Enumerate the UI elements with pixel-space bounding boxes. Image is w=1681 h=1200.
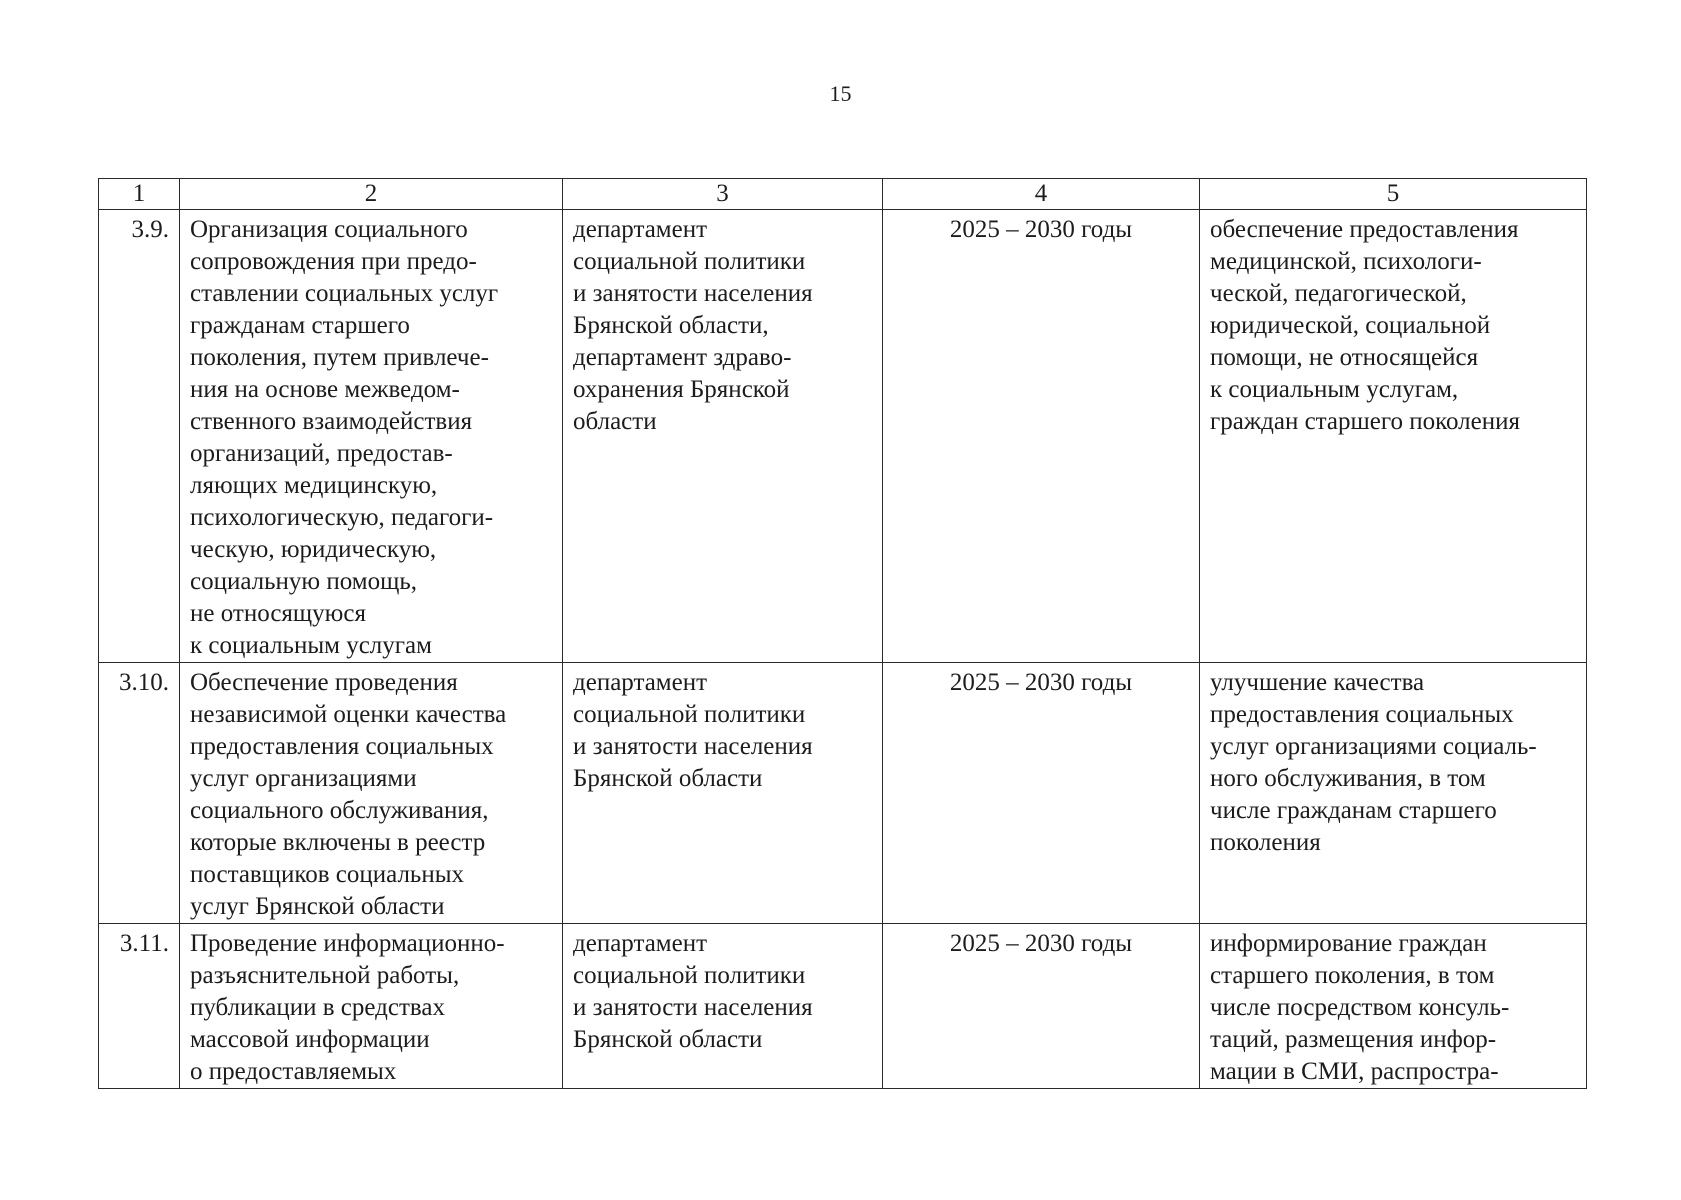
column-header-4: 4: [883, 179, 1200, 210]
period-cell: 2025 – 2030 годы: [883, 663, 1200, 924]
table-row: [99, 210, 1587, 663]
period-cell: 2025 – 2030 годы: [883, 924, 1200, 1089]
page-number: 15: [829, 81, 852, 106]
measures-table: [98, 178, 1587, 1089]
result-cell-text: информирование граждан старшего поколения, в том числе посредством консуль- таций, размещения инфор- мации в СМИ, распростра-: [1210, 930, 1510, 1085]
result-cell: обеспечение предоставления медицинской, психологи- ческой, педагогической, юридической, социальной помощи, не относящейся к социальным услугам, граждан старшего поколения: [1200, 210, 1587, 663]
table-row: [99, 663, 1587, 924]
period-cell: 2025 – 2030 годы: [883, 210, 1200, 663]
event-cell: [180, 924, 563, 1089]
row-number: 3.10.: [99, 663, 180, 924]
event-cell-text: Проведение информационно- разъяснительной работы, публикации в средствах массовой информации о предоставляемых: [190, 930, 505, 1085]
row-number: 3.11.: [99, 924, 180, 1089]
event-cell: Организация социального сопровождения при предо- ставлении социальных услуг гражданам старшего поколения, путем привлече- ния на основе межведом- ственного взаимодействия организаций, предостав- ляющих медицинскую, психологическую, педагоги- ческую, юридическую, социальную помощь, не относящуюся к социальным услугам: [180, 210, 563, 663]
row-number: 3.9.: [99, 210, 180, 663]
column-header-5: 5: [1200, 179, 1587, 210]
executor-cell: департамент социальной политики и занятости населения Брянской области: [563, 663, 883, 924]
event-cell: Обеспечение проведения независимой оценки качества предоставления социальных услуг организациями социального обслуживания, которые включены в реестр поставщиков социальных услуг Брянской области: [180, 663, 563, 924]
column-header-3: 3: [563, 179, 883, 210]
column-header-1: 1: [99, 179, 180, 210]
table-row: [99, 924, 1587, 1089]
result-cell: [1200, 924, 1587, 1089]
executor-cell: департамент социальной политики и занятости населения Брянской области: [563, 924, 883, 1089]
result-cell: улучшение качества предоставления социальных услуг организациями социаль- ного обслуживания, в том числе гражданам старшего поколения: [1200, 663, 1587, 924]
column-header-2: 2: [180, 179, 563, 210]
executor-cell: департамент социальной политики и занятости населения Брянской области, департамент здраво- охранения Брянской области: [563, 210, 883, 663]
table-header-row: [99, 179, 1587, 210]
